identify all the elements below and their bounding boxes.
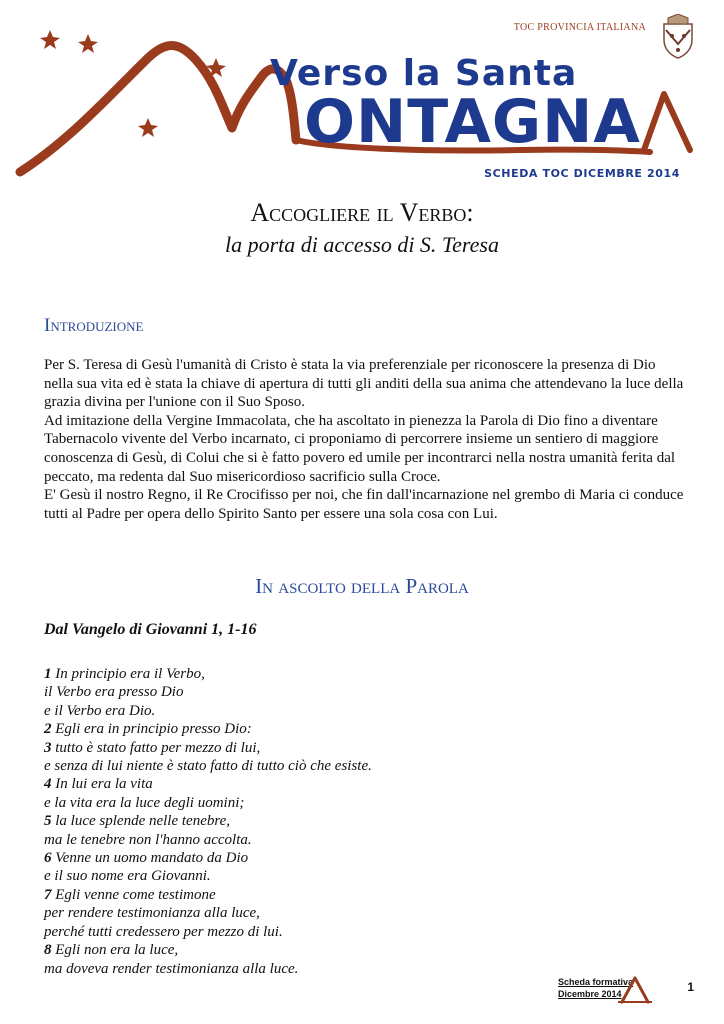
verse-line xyxy=(44,665,372,683)
verse-text: il Verbo era presso Dio xyxy=(44,684,184,701)
verse-line xyxy=(44,812,372,830)
page-number: 1 xyxy=(687,980,694,994)
verse-line xyxy=(44,941,372,959)
verse-line xyxy=(44,886,372,904)
verse-number: 5 xyxy=(44,813,52,830)
verse-text: perché tutti credessero per mezzo di lui. xyxy=(44,923,283,940)
verse-text: In lui era la vita xyxy=(51,776,153,793)
document-title: Accogliere il Verbo: xyxy=(250,198,474,227)
verse-text: Egli non era la luce, xyxy=(51,942,179,959)
org-name: TOC PROVINCIA ITALIANA xyxy=(513,22,646,33)
verse-line xyxy=(44,923,372,941)
document-subtitle: la porta di accesso di S. Teresa xyxy=(225,232,499,257)
verse-line xyxy=(44,867,372,885)
verse-text: e senza di lui niente è stato fatto di tutto ciò che esiste. xyxy=(44,758,372,775)
verse-line xyxy=(44,775,372,793)
verse-text: e la vita era la luce degli uomini; xyxy=(44,794,245,811)
verse-text: per rendere testimonianza alla luce, xyxy=(44,905,260,922)
verse-line xyxy=(44,757,372,775)
intro-heading: Introduzione xyxy=(44,315,144,336)
verse-text: Venne un uomo mandato da Dio xyxy=(51,850,249,867)
verse-line xyxy=(44,831,372,849)
verse-text: e il suo nome era Giovanni. xyxy=(44,868,211,885)
scheda-label: SCHEDA TOC DICEMBRE 2014 xyxy=(484,167,680,180)
verse-line xyxy=(44,702,372,720)
star-icons xyxy=(40,30,226,137)
brand-title-line1: Verso la Santa xyxy=(270,53,578,94)
verse-line xyxy=(44,683,372,701)
mountain-mark-icon xyxy=(618,974,652,1004)
verse-line xyxy=(44,960,372,978)
intro-body xyxy=(44,356,684,523)
verse-text: In principio era il Verbo, xyxy=(51,666,205,682)
verse-number: 2 xyxy=(44,721,52,738)
verse-number: 3 xyxy=(44,739,52,756)
crest-icon xyxy=(658,14,698,60)
verse-text: la luce splende nelle tenebre, xyxy=(51,813,231,830)
verse-text: Egli venne come testimone xyxy=(51,886,216,903)
footer-label-line1: Scheda formativa xyxy=(558,977,634,987)
intro-paragraph: E' Gesù il nostro Regno, il Re Crocifisso per noi, che fin dall'incarnazione nel grembo di Maria ci conduce tutti al Padre per opera dello Spirito Santo per essere una sola cosa con Lui. xyxy=(44,487,684,522)
page-header xyxy=(0,0,724,190)
verse-number: 4 xyxy=(44,776,52,793)
verse-number: 7 xyxy=(44,886,52,903)
verse-text: ma doveva render testimonianza alla luce. xyxy=(44,960,299,977)
verse-number: 1 xyxy=(44,666,52,682)
gospel-verses xyxy=(44,665,372,978)
verse-line xyxy=(44,849,372,867)
verse-text: ma le tenebre non l'hanno accolta. xyxy=(44,831,252,848)
listening-heading: In ascolto della Parola xyxy=(255,574,469,598)
verse-text: e il Verbo era Dio. xyxy=(44,702,156,719)
verse-line xyxy=(44,794,372,812)
gospel-source: Dal Vangelo di Giovanni 1, 1-16 xyxy=(44,621,257,638)
verse-text: tutto è stato fatto per mezzo di lui, xyxy=(51,739,261,756)
verse-number: 8 xyxy=(44,942,52,959)
verse-line xyxy=(44,739,372,757)
verse-number: 6 xyxy=(44,850,52,867)
footer-label-line2: Dicembre 2014 xyxy=(558,989,622,999)
verse-text: Egli era in principio presso Dio: xyxy=(51,721,252,738)
verse-line xyxy=(44,904,372,922)
verse-line xyxy=(44,720,372,738)
intro-paragraph: Per S. Teresa di Gesù l'umanità di Cristo è stata la via preferenziale per riconoscere la presenza di Dio nella sua vita ed è stata la chiave di apertura di tutti gli anditi della sua anima che attendevano la luce della grazia divina per l'unione con il Suo Sposo. xyxy=(44,357,684,411)
intro-paragraph: Ad imitazione della Vergine Immacolata, che ha ascoltato in pienezza la Parola di Dio fino a diventare Tabernacolo vivente del Verbo incarnato, ci proponiamo di percorrere insieme un sentiero di maggiore conoscenza di Gesù, di Colui che si è fatto povero ed umile per incontrarci nella nostra umanità ferita dal peccato, ma redenta dal Suo misericordioso sacrificio sulla Croce. xyxy=(44,412,676,485)
page-footer xyxy=(544,970,694,1010)
brand-title-line2: ONTAGNA xyxy=(304,87,641,157)
